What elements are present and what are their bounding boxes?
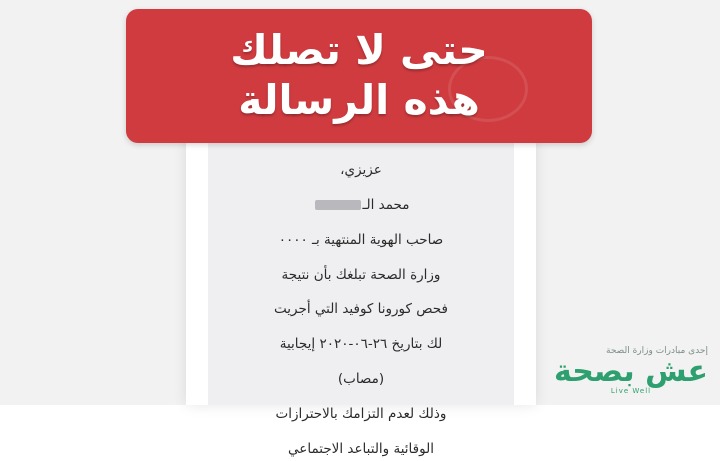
phone-mockup [186,130,536,457]
phone-bezel-left [186,130,208,405]
phone-screen [208,142,514,457]
message-paragraph-1-line-1: وزارة الصحة تبلغك بأن نتيجة [281,266,441,283]
message-name-prefix: محمد الـ [362,196,410,213]
message-recipient [238,195,484,217]
redaction-bar [315,200,361,210]
phone-bezel-right [514,130,536,405]
message-greeting: عزيزي، [340,162,382,178]
message-paragraph-2-line-1: وذلك لعدم التزامك بالاحترازات [275,406,447,423]
headline-line-2: هذه الرسالة [238,76,480,124]
headline-text [126,9,592,143]
logo-caption: إحدى مبادرات وزارة الصحة [606,345,708,356]
logo-block [554,346,708,396]
headline-banner [126,9,592,143]
message-paragraph-1-line-3: لك بتاريخ ٢٦-٠٦-٢٠٢٠ إيجابية [279,336,443,353]
logo-wordmark: عش بصحة [554,353,708,389]
logo-tagline: Live Well [610,387,652,395]
message-paragraph-1-line-4: (مصاب) [337,371,385,388]
message-paragraph-1-line-2: فحص كورونا كوفيد التي أجريت [274,301,448,318]
message-id-line: صاحب الهوية المنتهية بـ ٠٠٠٠ [278,231,444,248]
headline-line-1: حتى لا تصلك [230,26,488,75]
sms-message-body [238,160,484,461]
message-paragraph-2-line-2: الوقائية والتباعد الاجتماعي [288,440,434,457]
